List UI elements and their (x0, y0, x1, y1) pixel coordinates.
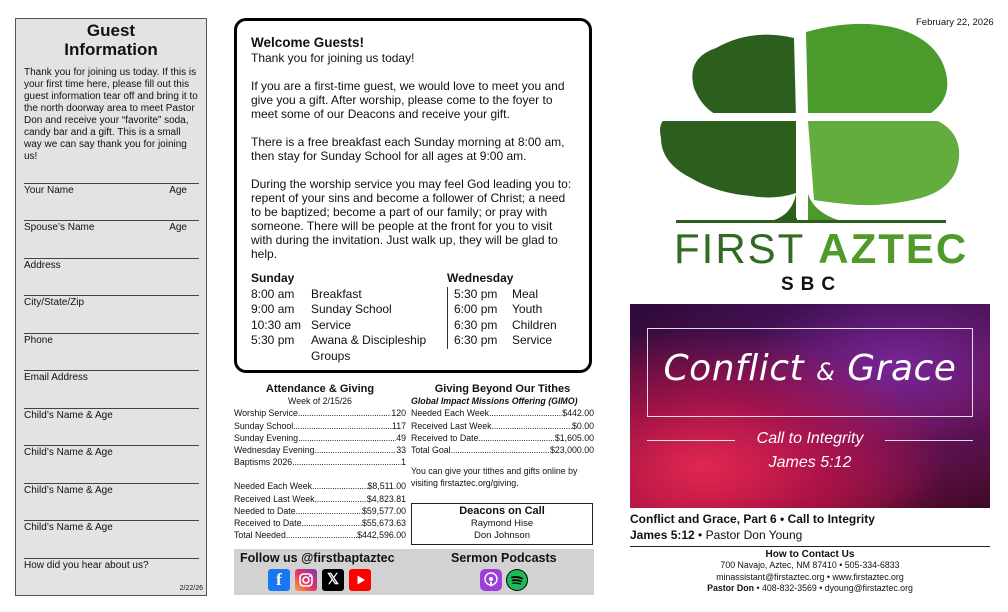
giving-row: Needed Each Week ..... $8,511.00 (234, 480, 406, 492)
contact-pastor (630, 583, 990, 594)
attendance-row: Sunday Evening ..... 49 (234, 432, 406, 444)
sermon-info (630, 511, 990, 543)
deacons-title: Deacons on Call (459, 505, 545, 517)
schedule-row: Groups (311, 348, 351, 363)
contact-title: How to Contact Us (765, 549, 855, 560)
sunday-schedule (251, 271, 426, 364)
guest-card-date: 2/22/26 (179, 585, 203, 592)
contact-web: minassistant@firstaztec.org • www.firstaztec.org (716, 571, 904, 582)
address-field[interactable]: Address (24, 260, 61, 271)
field-line (24, 333, 199, 334)
guest-title-line2: Information (64, 40, 158, 59)
social-bar (234, 549, 594, 595)
wednesday-schedule (447, 271, 557, 349)
sermon-podcasts-text: Sermon Podcasts (451, 551, 557, 565)
series-title (630, 348, 990, 389)
guest-title-line1: Guest (86, 21, 136, 40)
schedule-row: 10:30 am Service (251, 317, 352, 332)
attendance-week: Week of 2/15/26 (288, 396, 352, 407)
sermon-scripture: James 5:12 (630, 528, 695, 542)
tree-cross-logo (656, 18, 966, 228)
contact-info (630, 549, 990, 594)
field-line (24, 295, 199, 296)
bulletin-date: February 22, 2026 (916, 17, 994, 28)
welcome-first-time: If you are a first-time guest, we would love to meet you and give you a gift. After worship, please come to the foyer to meet some of our Deacons and receive your gift. (251, 79, 565, 121)
giving-row: Total Needed ..... $442,596.00 (234, 529, 406, 541)
brand-first: FIRST (674, 225, 805, 272)
field-line (24, 558, 199, 559)
schedule-row: 6:30 pm Service (454, 333, 553, 347)
brand-aztec: AZTEC (818, 225, 969, 272)
giving-row: Needed to Date ..... $59,577.00 (234, 505, 406, 517)
apple-podcasts-icon[interactable] (480, 569, 502, 591)
deacon-name: Don Johnson (474, 529, 530, 541)
child-name-age-field[interactable]: Child’s Name & Age (24, 522, 113, 533)
field-line (24, 520, 199, 521)
field-line (24, 258, 199, 259)
age-label: Age (169, 222, 187, 233)
banner-scripture: James 5:12 (768, 454, 852, 471)
attendance-title: Attendance & Giving (265, 383, 375, 395)
child-name-age-field[interactable]: Child’s Name & Age (24, 447, 113, 458)
welcome-breakfast: There is a free breakfast each Sunday morning at 8:00 am, then stay for Sunday School for all ages at 9:00 am. (251, 135, 565, 163)
sermon-pastor: • Pastor Don Young (694, 528, 803, 542)
gimo-row: Received Last Week ..... $0.00 (411, 420, 594, 432)
giving-title: Giving Beyond Our Tithes (434, 383, 571, 395)
your-name-field[interactable]: Your Name Age (24, 185, 187, 196)
online-giving-note: You can give your tithes and gifts online by visiting firstaztec.org/giving. (411, 466, 578, 488)
welcome-invitation: During the worship service you may feel God leading you to: repent of your sins and become a follower of Christ; a need to be baptized; become a part of our family; or pray with someone. There will be people at the front for you to visit with during the invitation. Just walk up, they will be glad to help. (251, 177, 572, 261)
attendance-row: Baptisms 2026 ..... 1 (234, 456, 406, 468)
age-label: Age (169, 185, 187, 196)
divider (630, 546, 990, 547)
email-field[interactable]: Email Address (24, 372, 88, 383)
series-title-b: Grace (847, 348, 957, 389)
wednesday-heading: Wednesday (447, 271, 514, 285)
schedule-row: 5:30 pm Awana & Discipleship (251, 333, 427, 347)
spouse-name-field[interactable]: Spouse’s Name Age (24, 222, 187, 233)
guest-card-title (16, 21, 206, 59)
x-icon[interactable]: 𝕏 (322, 569, 344, 591)
welcome-box (234, 18, 592, 373)
deacon-name: Raymond Hise (470, 518, 534, 529)
church-name-logo (674, 226, 968, 272)
giving-beyond-tithes (411, 383, 594, 489)
pastor-contact: • 408-832-3569 • dyoung@firstaztec.org (754, 582, 913, 593)
child-name-age-field[interactable]: Child’s Name & Age (24, 485, 113, 496)
schedule-row: 8:00 am Breakfast (251, 286, 362, 301)
follow-us-text: Follow us @firstbaptaztec (240, 551, 395, 565)
phone-field[interactable]: Phone (24, 335, 53, 346)
attendance-row: Sunday School ..... 117 (234, 420, 406, 432)
schedule-row: 6:30 pm Children (454, 317, 557, 332)
field-line (24, 220, 199, 221)
attendance-giving (234, 383, 406, 541)
deacons-on-call (411, 503, 593, 545)
field-line (24, 183, 199, 184)
youtube-icon[interactable] (349, 569, 371, 591)
facebook-icon[interactable]: f (268, 569, 290, 591)
brand-sbc: SBC (781, 274, 843, 295)
instagram-icon[interactable] (295, 569, 317, 591)
attendance-row: Worship Service ..... 120 (234, 407, 406, 419)
series-ampersand: & (816, 358, 836, 386)
gimo-row: Total Goal ..... $23,000.00 (411, 444, 594, 456)
field-line (24, 445, 199, 446)
schedule-row: 9:00 am Sunday School (251, 302, 392, 316)
gimo-row: Needed Each Week ..... $442.00 (411, 407, 594, 419)
spotify-icon[interactable] (506, 569, 528, 591)
giving-row: Received Last Week ..... $4,823.81 (234, 493, 406, 505)
banner-subtitle: Call to Integrity (756, 430, 864, 447)
guest-intro-text: Thank you for joining us today. If this is your first time here, please fill out this guest information tear off and bring it to the north doorway area to meet Pastor Don and receive your “favorite” soda, candy bar and a gift. This is a small way we can say thank you for joining us! (24, 67, 198, 162)
giving-row: Received to Date ..... $55,673.63 (234, 517, 406, 529)
attendance-row: Wednesday Evening ..... 33 (234, 444, 406, 456)
sermon-scripture-line (630, 527, 990, 543)
field-line (24, 370, 199, 371)
child-name-age-field[interactable]: Child’s Name & Age (24, 410, 113, 421)
series-title-a: Conflict (663, 348, 805, 389)
schedule-row: 6:00 pm Youth (454, 302, 543, 316)
welcome-thanks: Thank you for joining us today! (251, 51, 415, 65)
sermon-series-banner (630, 304, 990, 508)
schedule-row: 5:30 pm Meal (454, 286, 539, 301)
contact-address: 700 Navajo, Aztec, NM 87410 • 505-334-6833 (720, 560, 900, 571)
city-state-zip-field[interactable]: City/State/Zip (24, 297, 85, 308)
gimo-subtitle: Global Impact Missions Offering (GIMO) (411, 396, 578, 407)
how-heard-field[interactable]: How did you hear about us? (24, 560, 149, 571)
guest-information-card (15, 18, 207, 596)
sermon-title: Conflict and Grace, Part 6 • Call to Integrity (630, 512, 875, 526)
field-line (24, 408, 199, 409)
gimo-row: Received to Date ..... $1,605.00 (411, 432, 594, 444)
sunday-heading: Sunday (251, 271, 295, 285)
welcome-title: Welcome Guests! (251, 35, 365, 50)
pastor-label: Pastor Don (707, 582, 755, 593)
field-line (24, 483, 199, 484)
